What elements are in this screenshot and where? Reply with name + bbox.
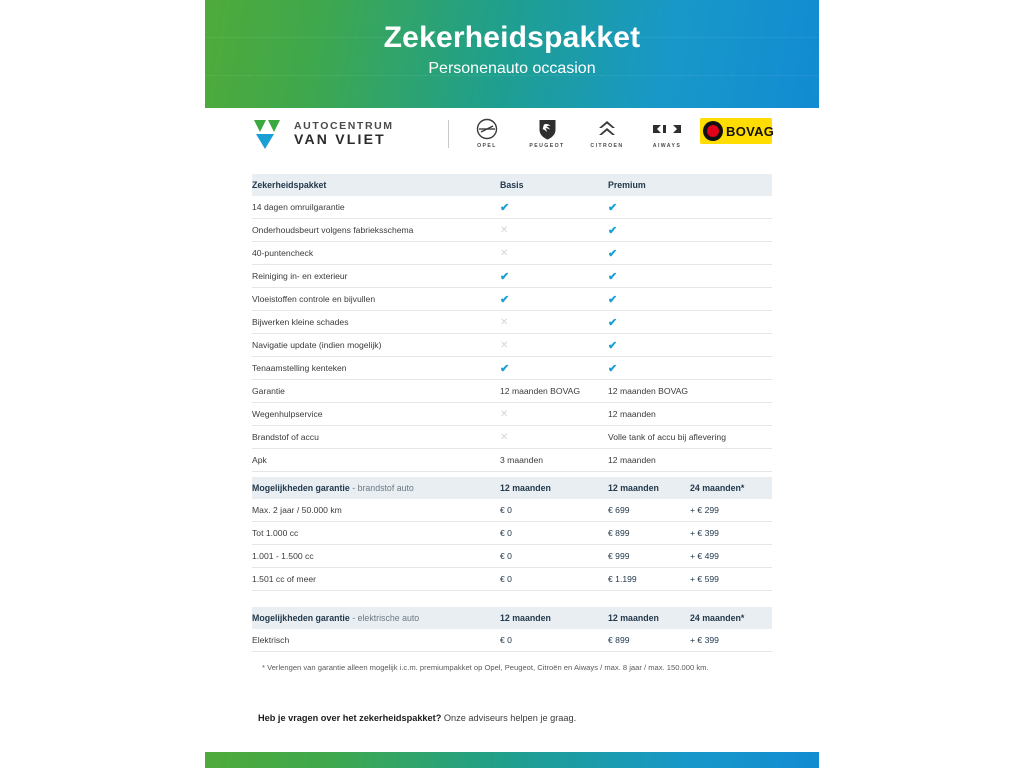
- check-icon: ✔: [608, 339, 618, 352]
- col-header-feature: Zekerheidspakket: [252, 174, 500, 196]
- row-basis: [500, 403, 608, 426]
- zekerheidspakket-table-body: [252, 196, 772, 472]
- row-label: Bijwerken kleine schades: [252, 311, 500, 334]
- col-header-light: - brandstof auto: [349, 483, 414, 493]
- row-basis: 3 maanden: [500, 449, 608, 472]
- col-header-garantie-brandstof: [252, 477, 500, 499]
- citroen-chevrons-icon: [586, 118, 628, 140]
- footer-bar: [205, 752, 819, 768]
- garantie-elektrisch-body: [252, 629, 772, 652]
- row-basis: [500, 265, 608, 288]
- row-label: Elektrisch: [252, 629, 500, 652]
- page-title: Zekerheidspakket: [383, 21, 641, 54]
- row-basis: € 0: [500, 629, 608, 652]
- garantie-brandstof-table: [252, 477, 772, 591]
- row-premium: [608, 219, 772, 242]
- table-row: [252, 311, 772, 334]
- row-basis: [500, 426, 608, 449]
- row-extra: + € 399: [690, 629, 772, 652]
- row-basis: [500, 196, 608, 219]
- row-label: Apk: [252, 449, 500, 472]
- cross-icon: ✕: [500, 431, 509, 443]
- table-row: [252, 522, 772, 545]
- table-row: [252, 334, 772, 357]
- table-row: [252, 288, 772, 311]
- cross-icon: ✕: [500, 224, 509, 236]
- table-row: [252, 545, 772, 568]
- cross-icon: ✕: [500, 408, 509, 420]
- brand-logos: [466, 118, 688, 149]
- table-row: [252, 219, 772, 242]
- row-premium: € 899: [608, 522, 690, 545]
- row-label: 14 dagen omruilgarantie: [252, 196, 500, 219]
- col-header-12-maanden-premium: 12 maanden: [608, 477, 690, 499]
- cross-icon: ✕: [500, 339, 509, 351]
- row-label: 1.501 cc of meer: [252, 568, 500, 591]
- check-icon: ✔: [608, 316, 618, 329]
- brand-citroen-label: CITROEN: [590, 143, 624, 149]
- row-basis: € 0: [500, 499, 608, 522]
- row-premium: [608, 242, 772, 265]
- table-row: [252, 568, 772, 591]
- garantie-elektrisch-table: [252, 607, 772, 652]
- row-premium: [608, 196, 772, 219]
- col-header-24-maanden: 24 maanden*: [690, 477, 772, 499]
- bovag-logo: [700, 118, 775, 144]
- check-icon: ✔: [608, 247, 618, 260]
- table-row: [252, 499, 772, 522]
- table-row: [252, 380, 772, 403]
- col-header-premium: Premium: [608, 174, 772, 196]
- table-header-row: [252, 174, 772, 196]
- check-icon: ✔: [608, 224, 618, 237]
- row-premium: 12 maanden BOVAG: [608, 380, 772, 403]
- col-header-light: - elektrische auto: [349, 613, 420, 623]
- row-premium: 12 maanden: [608, 449, 772, 472]
- col-header-basis: Basis: [500, 174, 608, 196]
- garantie-brandstof-body: [252, 499, 772, 591]
- row-basis: € 0: [500, 522, 608, 545]
- row-label: Onderhoudsbeurt volgens fabrieksschema: [252, 219, 500, 242]
- col-header-24-maanden: 24 maanden*: [690, 607, 772, 629]
- check-icon: ✔: [608, 362, 618, 375]
- check-icon: ✔: [500, 362, 510, 375]
- col-header-bold: Mogelijkheden garantie: [252, 483, 350, 493]
- row-basis: [500, 219, 608, 242]
- row-label: Vloeistoffen controle en bijvullen: [252, 288, 500, 311]
- row-premium: € 699: [608, 499, 690, 522]
- brand-opel-label: OPEL: [477, 143, 497, 149]
- zekerheidspakket-table: [252, 174, 772, 472]
- table-row: [252, 629, 772, 652]
- van-vliet-mark-icon: [252, 118, 286, 150]
- dealer-logo: [252, 118, 394, 150]
- row-label: Wegenhulpservice: [252, 403, 500, 426]
- table-header-row: [252, 607, 772, 629]
- footnote-text: * Verlengen van garantie alleen mogelijk i.c.m. premiumpakket op Opel, Peugeot, Citroën en Aiways / max. 8 jaar / max. 150.000 km.: [262, 663, 709, 672]
- col-header-bold: Mogelijkheden garantie: [252, 613, 350, 623]
- row-premium: [608, 311, 772, 334]
- row-label: 1.001 - 1.500 cc: [252, 545, 500, 568]
- row-label: Reiniging in- en exterieur: [252, 265, 500, 288]
- row-extra: + € 399: [690, 522, 772, 545]
- row-label: Navigatie update (indien mogelijk): [252, 334, 500, 357]
- brand-citroen: [586, 118, 628, 149]
- row-extra: + € 499: [690, 545, 772, 568]
- table-row: [252, 242, 772, 265]
- opel-logo-icon: [466, 118, 508, 140]
- aiways-logo-icon: [646, 118, 688, 140]
- dealer-name: [294, 121, 394, 147]
- brand-peugeot-label: PEUGEOT: [529, 143, 565, 149]
- table-header-row: [252, 477, 772, 499]
- logo-divider: [448, 120, 449, 148]
- page-subtitle: Personenauto occasion: [428, 60, 596, 77]
- check-icon: ✔: [608, 201, 618, 214]
- row-premium: € 1.199: [608, 568, 690, 591]
- check-icon: ✔: [500, 201, 510, 214]
- row-premium: € 899: [608, 629, 690, 652]
- logo-row: [252, 118, 775, 160]
- row-basis: € 0: [500, 545, 608, 568]
- brand-aiways: [646, 118, 688, 149]
- row-premium: € 999: [608, 545, 690, 568]
- bovag-badge-icon: [703, 121, 723, 141]
- row-basis: [500, 334, 608, 357]
- row-extra: + € 299: [690, 499, 772, 522]
- check-icon: ✔: [608, 293, 618, 306]
- header-banner: [205, 0, 819, 108]
- col-header-12-maanden-basis: 12 maanden: [500, 607, 608, 629]
- contact-question-rest: Onze adviseurs helpen je graag.: [441, 713, 577, 723]
- bovag-label: BOVAG: [726, 123, 775, 139]
- row-premium: [608, 265, 772, 288]
- row-label: Garantie: [252, 380, 500, 403]
- row-premium: [608, 357, 772, 380]
- row-basis: € 0: [500, 568, 608, 591]
- row-basis: [500, 242, 608, 265]
- row-label: Max. 2 jaar / 50.000 km: [252, 499, 500, 522]
- dealer-name-line1: AUTOCENTRUM: [294, 120, 394, 133]
- col-header-12-maanden-basis: 12 maanden: [500, 477, 608, 499]
- row-basis: [500, 357, 608, 380]
- table-row: [252, 357, 772, 380]
- col-header-12-maanden-premium: 12 maanden: [608, 607, 690, 629]
- col-header-garantie-elektrisch: [252, 607, 500, 629]
- row-premium: [608, 288, 772, 311]
- table-row: [252, 265, 772, 288]
- row-extra: + € 599: [690, 568, 772, 591]
- row-premium: Volle tank of accu bij aflevering: [608, 426, 772, 449]
- cross-icon: ✕: [500, 316, 509, 328]
- contact-question: [258, 713, 576, 723]
- row-basis: 12 maanden BOVAG: [500, 380, 608, 403]
- peugeot-lion-icon: [526, 118, 568, 140]
- table-row: [252, 449, 772, 472]
- row-premium: [608, 334, 772, 357]
- check-icon: ✔: [500, 293, 510, 306]
- row-label: 40-puntencheck: [252, 242, 500, 265]
- table-row: [252, 196, 772, 219]
- contact-question-bold: Heb je vragen over het zekerheidspakket?: [258, 713, 442, 723]
- row-label: Brandstof of accu: [252, 426, 500, 449]
- brand-opel: [466, 118, 508, 149]
- brand-aiways-label: AIWAYS: [652, 143, 682, 149]
- table-row: [252, 426, 772, 449]
- row-basis: [500, 288, 608, 311]
- row-label: Tot 1.000 cc: [252, 522, 500, 545]
- check-icon: ✔: [608, 270, 618, 283]
- row-label: Tenaamstelling kenteken: [252, 357, 500, 380]
- row-basis: [500, 311, 608, 334]
- dealer-name-line2: VAN VLIET: [294, 131, 386, 148]
- brand-peugeot: [526, 118, 568, 149]
- cross-icon: ✕: [500, 247, 509, 259]
- table-row: [252, 403, 772, 426]
- check-icon: ✔: [500, 270, 510, 283]
- row-premium: 12 maanden: [608, 403, 772, 426]
